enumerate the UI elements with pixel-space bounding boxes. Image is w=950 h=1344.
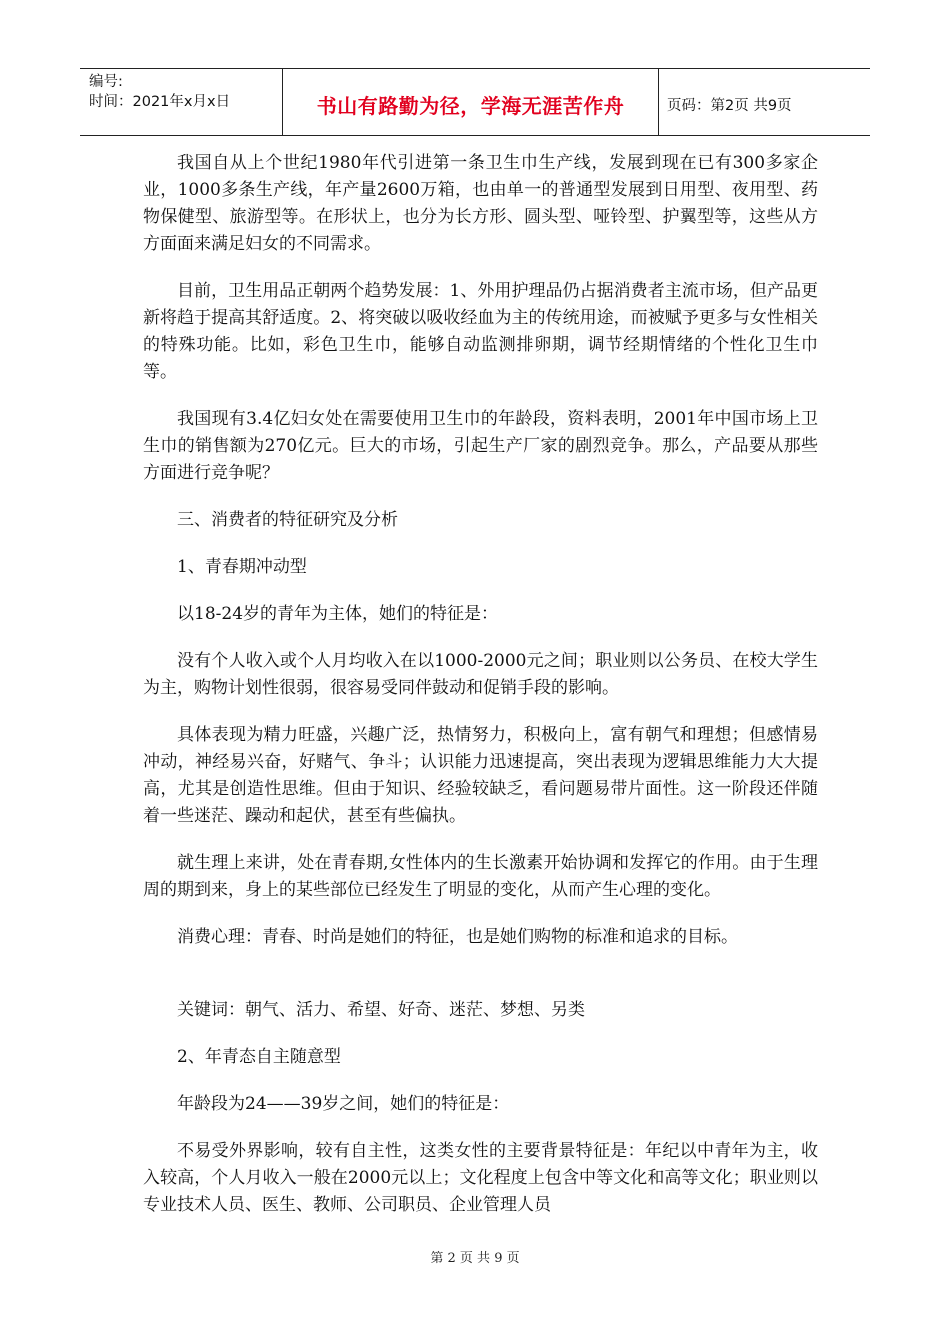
paragraph: 我国现有3.4亿妇女处在需要使用卫生巾的年龄段，资料表明，2001年中国市场上卫生巾的销售额为270亿元。巨大的市场，引起生产厂家的剧烈竞争。那么，产品要从那些方面进行竞争呢？ — [143, 409, 818, 483]
header-meta-cell — [80, 69, 283, 135]
header-motto: 书山有路勤为径，学海无涯苦作舟 — [316, 93, 625, 118]
header-page-cell — [659, 69, 870, 135]
paragraph: 没有个人收入或个人月均收入在以1000-2000元之间；职业则以公务员、在校大学生为主，购物计划性很弱，很容易受同伴鼓动和促销手段的影响。 — [143, 651, 818, 698]
paragraph: 我国自从上个世纪1980年代引进第一条卫生巾生产线，发展到现在已有300多家企业，1000多条生产线，年产量2600万箱，也由单一的普通型发展到日用型、夜用型、药物保健型、旅游型等。在形状上，也分为长方形、圆头型、哑铃型、护翼型等，这些从方方面面来满足妇女的不同需求。 — [143, 153, 818, 254]
page-header — [80, 68, 870, 136]
document-body — [143, 150, 818, 1239]
document-time-label: 时间：2021年x月x日 — [89, 94, 231, 110]
keywords-line: 关键词：朝气、活力、希望、好奇、迷茫、梦想、另类 — [177, 1000, 585, 1020]
paragraph: 年龄段为24——39岁之间，她们的特征是： — [177, 1094, 510, 1114]
page-footer: 第 2 页 共 9 页 — [430, 1251, 520, 1266]
paragraph: 就生理上来讲，处在青春期,女性体内的生长激素开始协调和发挥它的作用。由于生理周的期到来，身上的某些部位已经发生了明显的变化，从而产生心理的变化。 — [143, 853, 818, 900]
document-number-label: 编号: — [89, 74, 123, 90]
paragraph: 不易受外界影响，较有自主性，这类女性的主要背景特征是：年纪以中青年为主，收入较高，个人月收入一般在2000元以上；文化程度上包含中等文化和高等文化；职业则以专业技术人员、医生、教师、公司职员、企业管理人员 — [143, 1141, 818, 1215]
header-page-code: 页码：第2页 共9页 — [667, 97, 792, 114]
paragraph: 消费心理：青春、时尚是她们的特征，也是她们购物的标准和追求的目标。 — [177, 927, 738, 947]
paragraph: 具体表现为精力旺盛，兴趣广泛，热情努力，积极向上，富有朝气和理想；但感情易冲动，神经易兴奋，好赌气、争斗；认识能力迅速提高，突出表现为逻辑思维能力大大提高，尤其是创造性思维。但由于知识、经验较缺乏，看问题易带片面性。这一阶段还伴随着一些迷茫、躁动和起伏，甚至有些偏执。 — [143, 725, 818, 826]
paragraph: 以18-24岁的青年为主体，她们的特征是： — [177, 604, 499, 624]
subsection-heading: 2、年青态自主随意型 — [177, 1047, 341, 1067]
header-motto-cell — [283, 69, 659, 135]
paragraph: 目前，卫生用品正朝两个趋势发展：1、外用护理品仍占据消费者主流市场，但产品更新将趋于提高其舒适度。2、将突破以吸收经血为主的传统用途，而被赋予更多与女性相关的特殊功能。比如，彩色卫生巾，能够自动监测排卵期，调节经期情绪的个性化卫生巾等。 — [143, 281, 818, 382]
subsection-heading: 1、青春期冲动型 — [177, 557, 307, 577]
section-heading: 三、消费者的特征研究及分析 — [177, 510, 398, 530]
